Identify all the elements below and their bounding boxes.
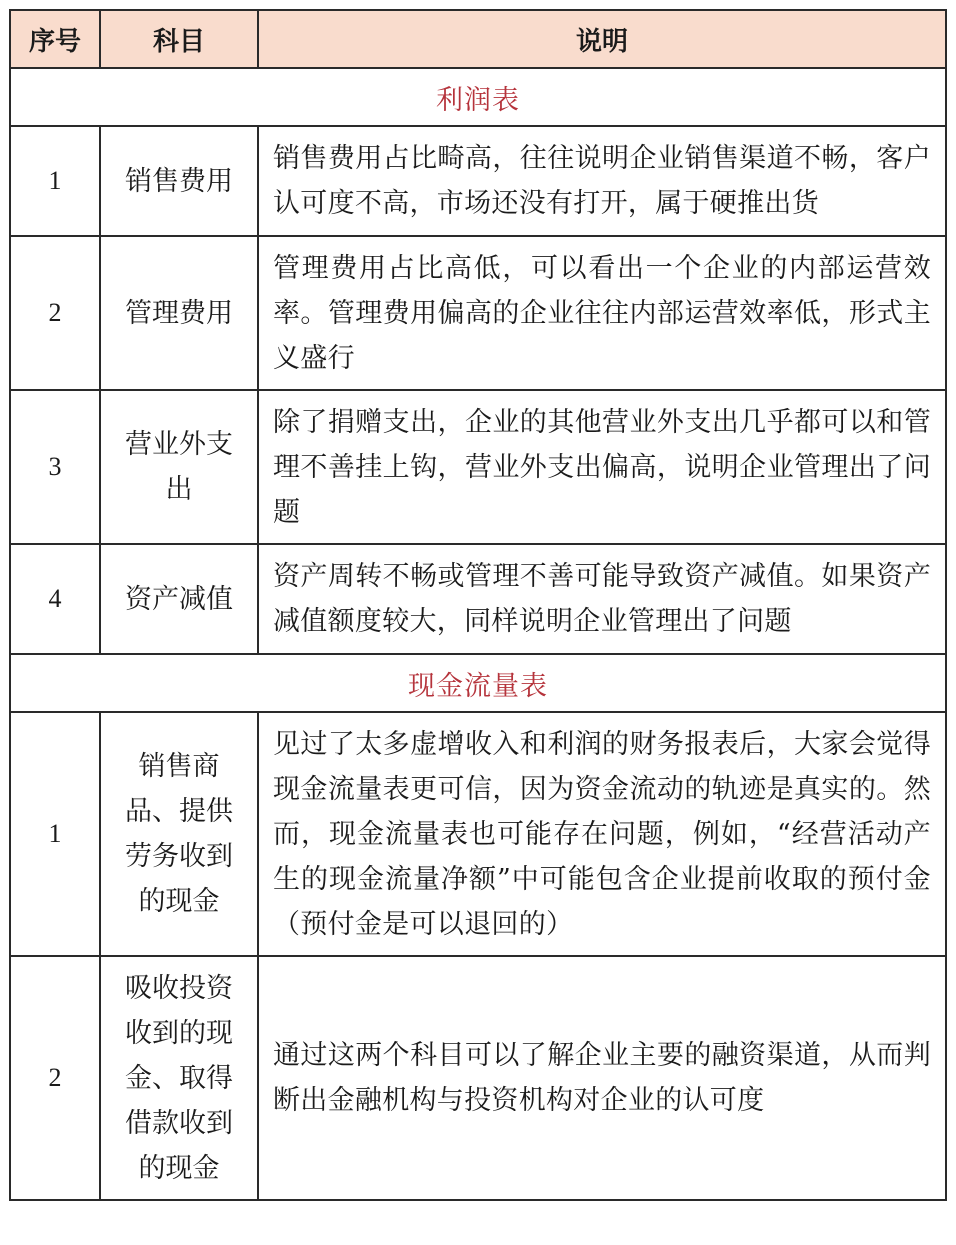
- row-description: 除了捐赠支出，企业的其他营业外支出几乎都可以和管理不善挂上钩，营业外支出偏高，说明企业管理出了问题: [258, 390, 946, 544]
- row-index: 3: [10, 390, 100, 544]
- analysis-table: [9, 9, 947, 1201]
- row-index: 1: [10, 712, 100, 956]
- table-row: [10, 544, 946, 654]
- row-description: 销售费用占比畸高，往往说明企业销售渠道不畅，客户认可度不高，市场还没有打开，属于硬推出货: [258, 126, 946, 236]
- table-row: [10, 126, 946, 236]
- header-subject: 科目: [100, 10, 258, 68]
- row-subject: 销售费用: [100, 126, 258, 236]
- header-description: 说明: [258, 10, 946, 68]
- section-title: 现金流量表: [10, 654, 946, 712]
- row-index: 1: [10, 126, 100, 236]
- row-description: 资产周转不畅或管理不善可能导致资产减值。如果资产减值额度较大，同样说明企业管理出了问题: [258, 544, 946, 654]
- row-subject: 销售商品、提供劳务收到的现金: [100, 712, 258, 956]
- row-description: 通过这两个科目可以了解企业主要的融资渠道，从而判断出金融机构与投资机构对企业的认可度: [258, 956, 946, 1200]
- row-subject: 营业外支出: [100, 390, 258, 544]
- table-header-row: [10, 10, 946, 68]
- row-description: 见过了太多虚增收入和利润的财务报表后，大家会觉得现金流量表更可信，因为资金流动的轨迹是真实的。然而，现金流量表也可能存在问题，例如，“经营活动产生的现金流量净额”中可能包含企业提前收取的预付金（预付金是可以退回的）: [258, 712, 946, 956]
- row-subject: 资产减值: [100, 544, 258, 654]
- section-row-income-statement: [10, 68, 946, 126]
- section-row-cash-flow-statement: [10, 654, 946, 712]
- section-title: 利润表: [10, 68, 946, 126]
- row-index: 4: [10, 544, 100, 654]
- header-index: 序号: [10, 10, 100, 68]
- row-description: 管理费用占比高低，可以看出一个企业的内部运营效率。管理费用偏高的企业往往内部运营效率低，形式主义盛行: [258, 236, 946, 390]
- table-row: [10, 236, 946, 390]
- row-subject: 吸收投资收到的现金、取得借款收到的现金: [100, 956, 258, 1200]
- table-row: [10, 390, 946, 544]
- row-index: 2: [10, 236, 100, 390]
- row-subject: 管理费用: [100, 236, 258, 390]
- row-index: 2: [10, 956, 100, 1200]
- table-row: [10, 712, 946, 956]
- table-row: [10, 956, 946, 1200]
